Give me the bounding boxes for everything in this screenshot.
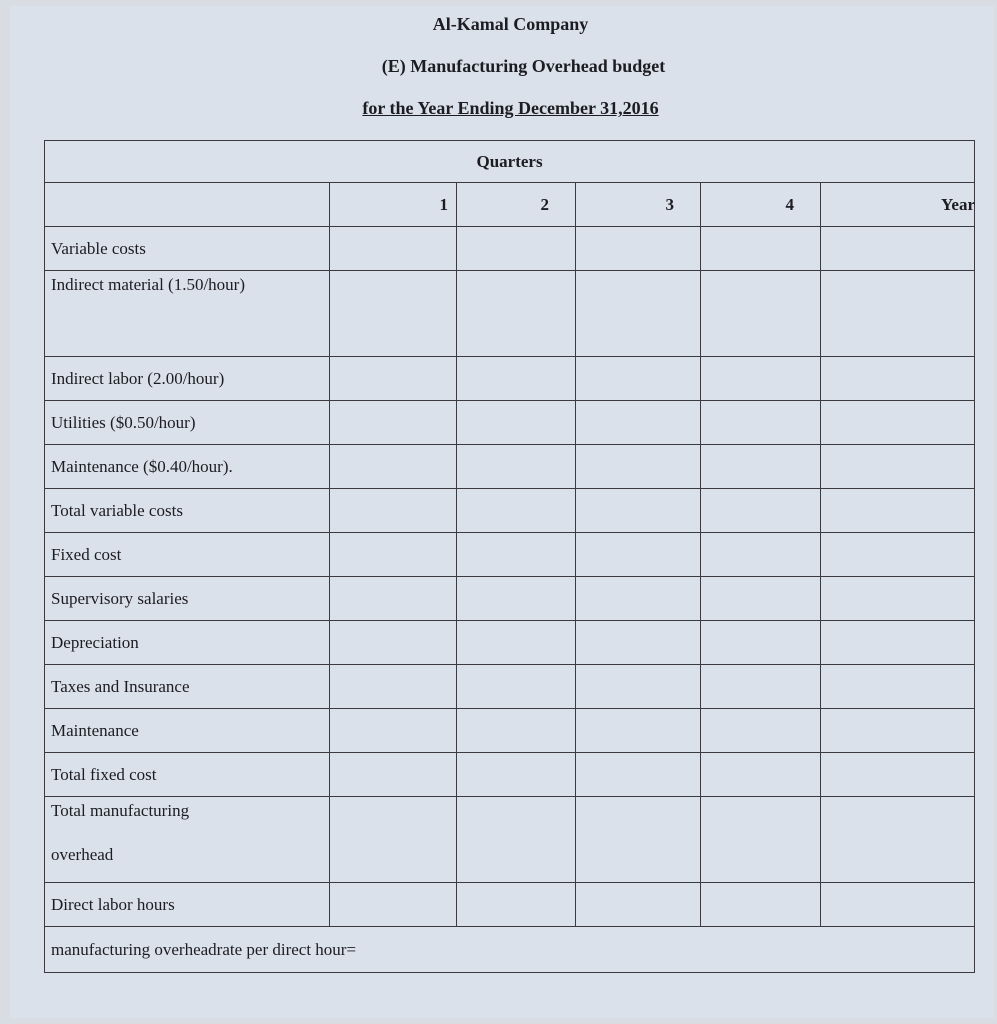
- cell-year[interactable]: [821, 797, 975, 883]
- cell-q2[interactable]: [457, 401, 576, 445]
- cell-q3[interactable]: [576, 445, 701, 489]
- cell-q3[interactable]: [576, 883, 701, 927]
- table-row: [45, 883, 975, 927]
- cell-q2[interactable]: [457, 883, 576, 927]
- row-label-maintenance-fixed: Maintenance: [45, 709, 330, 753]
- cell-year[interactable]: [821, 533, 975, 577]
- row-label-utilities: Utilities ($0.50/hour): [45, 401, 330, 445]
- cell-q4[interactable]: [701, 401, 821, 445]
- col-header-q4: 4: [701, 183, 821, 227]
- cell-q1[interactable]: [330, 271, 457, 357]
- cell-q2[interactable]: [457, 271, 576, 357]
- company-name: Al-Kamal Company: [432, 14, 589, 34]
- overhead-budget-table: [44, 140, 975, 973]
- cell-q2[interactable]: [457, 753, 576, 797]
- cell-q1[interactable]: [330, 401, 457, 445]
- cell-year[interactable]: [821, 401, 975, 445]
- cell-q4[interactable]: [701, 709, 821, 753]
- table-row: [45, 445, 975, 489]
- cell-q4[interactable]: [701, 665, 821, 709]
- cell-q4[interactable]: [701, 621, 821, 665]
- cell-q2[interactable]: [457, 533, 576, 577]
- col-header-q1: 1: [330, 183, 457, 227]
- cell-q4[interactable]: [701, 227, 821, 271]
- cell-q4[interactable]: [701, 271, 821, 357]
- cell-q1[interactable]: [330, 227, 457, 271]
- quarters-header-row: [45, 141, 975, 183]
- cell-q3[interactable]: [576, 665, 701, 709]
- cell-q3[interactable]: [576, 271, 701, 357]
- label-line-1: Total manufacturing: [51, 801, 190, 820]
- table-row: [45, 621, 975, 665]
- cell-q2[interactable]: [457, 445, 576, 489]
- row-label-direct-labor-hours: Direct labor hours: [45, 883, 330, 927]
- cell-q4[interactable]: [701, 357, 821, 401]
- row-label-depreciation: Depreciation: [45, 621, 330, 665]
- footer-row: [45, 927, 975, 973]
- quarters-header: Quarters: [45, 141, 975, 183]
- cell-q4[interactable]: [701, 883, 821, 927]
- column-header-row: [45, 183, 975, 227]
- cell-q1[interactable]: [330, 665, 457, 709]
- cell-year[interactable]: [821, 271, 975, 357]
- row-label-fixed-cost: Fixed cost: [45, 533, 330, 577]
- cell-q3[interactable]: [576, 709, 701, 753]
- cell-q3[interactable]: [576, 401, 701, 445]
- table-row: [45, 709, 975, 753]
- table-row: [45, 797, 975, 883]
- cell-q4[interactable]: [701, 489, 821, 533]
- row-label-taxes-insurance: Taxes and Insurance: [45, 665, 330, 709]
- cell-year[interactable]: [821, 445, 975, 489]
- cell-q3[interactable]: [576, 797, 701, 883]
- cell-q3[interactable]: [576, 577, 701, 621]
- table-row: [45, 357, 975, 401]
- cell-year[interactable]: [821, 753, 975, 797]
- row-label-supervisory-salaries: Supervisory salaries: [45, 577, 330, 621]
- cell-q2[interactable]: [457, 709, 576, 753]
- row-label-indirect-material: Indirect material (1.50/hour): [45, 271, 330, 357]
- overhead-rate-line[interactable]: manufacturing overheadrate per direct hour=: [45, 927, 975, 973]
- budget-period: for the Year Ending December 31,2016: [362, 98, 659, 118]
- cell-year[interactable]: [821, 489, 975, 533]
- cell-q1[interactable]: [330, 753, 457, 797]
- cell-q1[interactable]: [330, 357, 457, 401]
- cell-q2[interactable]: [457, 357, 576, 401]
- cell-q4[interactable]: [701, 577, 821, 621]
- cell-q2[interactable]: [457, 665, 576, 709]
- row-label-variable-costs: Variable costs: [45, 227, 330, 271]
- cell-q2[interactable]: [457, 227, 576, 271]
- table-row: [45, 227, 975, 271]
- cell-q4[interactable]: [701, 797, 821, 883]
- cell-q1[interactable]: [330, 621, 457, 665]
- cell-q1[interactable]: [330, 489, 457, 533]
- cell-q3[interactable]: [576, 489, 701, 533]
- cell-q1[interactable]: [330, 445, 457, 489]
- table-row: [45, 665, 975, 709]
- cell-year[interactable]: [821, 665, 975, 709]
- col-header-q2: 2: [457, 183, 576, 227]
- row-label-maintenance-variable: Maintenance ($0.40/hour).: [45, 445, 330, 489]
- cell-year[interactable]: [821, 227, 975, 271]
- cell-q1[interactable]: [330, 577, 457, 621]
- col-header-q3: 3: [576, 183, 701, 227]
- cell-q1[interactable]: [330, 709, 457, 753]
- cell-q2[interactable]: [457, 621, 576, 665]
- table-row: [45, 401, 975, 445]
- cell-year[interactable]: [821, 357, 975, 401]
- cell-q3[interactable]: [576, 621, 701, 665]
- cell-q1[interactable]: [330, 797, 457, 883]
- cell-year[interactable]: [821, 577, 975, 621]
- label-line-2: overhead: [51, 845, 114, 864]
- cell-q2[interactable]: [457, 489, 576, 533]
- blank-header-cell: [45, 183, 330, 227]
- cell-q4[interactable]: [701, 753, 821, 797]
- cell-q1[interactable]: [330, 883, 457, 927]
- cell-q4[interactable]: [701, 533, 821, 577]
- cell-q3[interactable]: [576, 753, 701, 797]
- cell-q2[interactable]: [457, 797, 576, 883]
- row-label-total-manufacturing-overhead: [45, 797, 330, 883]
- budget-title: (E) Manufacturing Overhead budget: [381, 56, 666, 76]
- cell-q1[interactable]: [330, 533, 457, 577]
- cell-year[interactable]: [821, 709, 975, 753]
- table-row: [45, 271, 975, 357]
- table-row: [45, 533, 975, 577]
- cell-q3[interactable]: [576, 357, 701, 401]
- cell-q2[interactable]: [457, 577, 576, 621]
- table-row: [45, 489, 975, 533]
- table-row: [45, 753, 975, 797]
- table-row: [45, 577, 975, 621]
- cell-year[interactable]: [821, 883, 975, 927]
- cell-q3[interactable]: [576, 227, 701, 271]
- row-label-indirect-labor: Indirect labor (2.00/hour): [45, 357, 330, 401]
- col-header-year: Year: [821, 183, 975, 227]
- cell-q4[interactable]: [701, 445, 821, 489]
- cell-year[interactable]: [821, 621, 975, 665]
- row-label-total-fixed-cost: Total fixed cost: [45, 753, 330, 797]
- row-label-total-variable-costs: Total variable costs: [45, 489, 330, 533]
- cell-q3[interactable]: [576, 533, 701, 577]
